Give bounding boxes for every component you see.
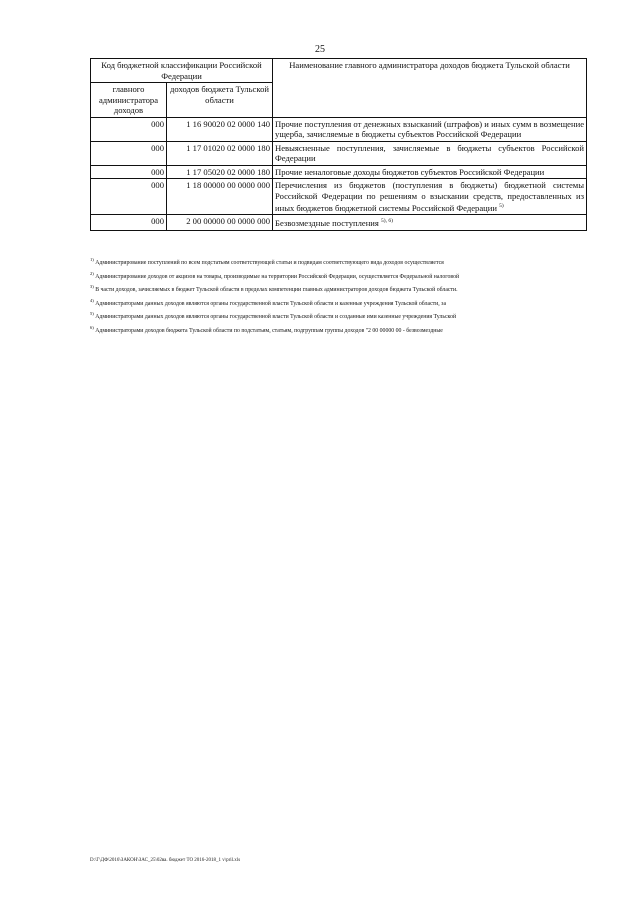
footnote-text: Администрирование поступлений по всем подстатьям соответствующей статьи и подвидам соответствующего вида доходов осуществляется xyxy=(95,259,444,266)
footnote xyxy=(90,309,590,323)
footnote xyxy=(90,296,590,310)
cell-budget-code: 1 17 01020 02 0000 180 xyxy=(167,141,273,165)
income-name-text: Прочие неналоговые доходы бюджетов субъектов Российской Федерации xyxy=(275,166,545,177)
footnote xyxy=(90,323,590,337)
table-row xyxy=(91,165,587,179)
cell-budget-code: 2 00 00000 00 0000 000 xyxy=(167,215,273,230)
footnote-reference: 5), 6) xyxy=(381,218,393,225)
income-name-text: Безвозмездные поступления xyxy=(275,218,379,229)
cell-income-name xyxy=(273,179,587,215)
page-number: 25 xyxy=(315,44,325,55)
cell-budget-code: 1 16 90020 02 0000 140 xyxy=(167,117,273,141)
header-main-administrator: главного администратора доходов xyxy=(91,83,167,118)
footnote-text: Администраторами данных доходов являются органы государственной власти Тульской области и созданные ими казенные учреждения Тульской xyxy=(95,313,457,320)
cell-budget-code: 1 18 00000 00 0000 000 xyxy=(167,179,273,215)
table-header-row xyxy=(91,59,587,83)
footnote-text: Администрирование доходов от акцизов на товары, производимые на территории Российской Федерации, осуществляется Федеральной налоговой xyxy=(95,273,460,280)
cell-income-name xyxy=(273,215,587,230)
cell-admin-code: 000 xyxy=(91,215,167,230)
cell-admin-code: 000 xyxy=(91,141,167,165)
cell-income-name xyxy=(273,165,587,179)
table-row xyxy=(91,141,587,165)
cell-income-name xyxy=(273,141,587,165)
income-name-text: Прочие поступления от денежных взысканий (штрафов) и иных сумм в возмещение ущерба, зачисляемые в бюджеты субъектов Российской Федерации xyxy=(275,118,585,139)
header-income-code: доходов бюджета Тульской области xyxy=(167,83,273,118)
budget-classification-table xyxy=(90,58,587,231)
income-name-text: Невыясненные поступления, зачисляемые в бюджеты субъектов Российской Федерации xyxy=(275,142,585,163)
footnote-reference: 5) xyxy=(499,203,504,209)
footnote xyxy=(90,255,590,269)
footnote-text: Администраторами данных доходов являются органы государственной власти Тульской области и казенные учреждения Тульской области, за xyxy=(95,300,447,307)
cell-income-name xyxy=(273,117,587,141)
cell-admin-code: 000 xyxy=(91,179,167,215)
file-path-footer: D:\Г\ДФ\2016\ЗАКОН\ЗАС_25\02ва. бюджет ТО 2016-2018_1 v\pril.xls xyxy=(90,858,241,863)
footnote-text: Администраторами доходов бюджета Тульской области по подстатьям, статьям, подгруппам группы доходов "2 00 00000 00 - безвозмездные xyxy=(95,327,443,334)
footnote-mark: 1) xyxy=(90,257,94,262)
footnotes xyxy=(90,255,590,336)
table-row xyxy=(91,215,587,230)
footnote-mark: 6) xyxy=(90,324,94,330)
header-administrator-name: Наименование главного администратора доходов бюджета Тульской области xyxy=(273,59,587,118)
footnote-mark: 4) xyxy=(90,297,94,303)
footnote-mark: 5) xyxy=(90,311,94,317)
footnote-text: В части доходов, зачисляемых в бюджет Тульской области в пределах компетенции главных администраторов доходов бюджета Тульской области. xyxy=(95,286,458,293)
footnote xyxy=(90,282,590,296)
table-row xyxy=(91,117,587,141)
cell-budget-code: 1 17 05020 02 0000 180 xyxy=(167,165,273,179)
cell-admin-code: 000 xyxy=(91,117,167,141)
footnote-mark: 2) xyxy=(90,270,94,276)
footnote-mark: 3) xyxy=(90,284,94,290)
footnote xyxy=(90,269,590,283)
table-row xyxy=(91,179,587,215)
cell-admin-code: 000 xyxy=(91,165,167,179)
header-classification-code: Код бюджетной классификации Российской Федерации xyxy=(91,59,273,83)
income-name-text: Перечисления из бюджетов (поступления в бюджеты) бюджетной системы Российской Федерации по решениям о взыскании средств, предоставленных из иных бюджетов бюджетной системы Российской Федерации xyxy=(275,180,585,213)
